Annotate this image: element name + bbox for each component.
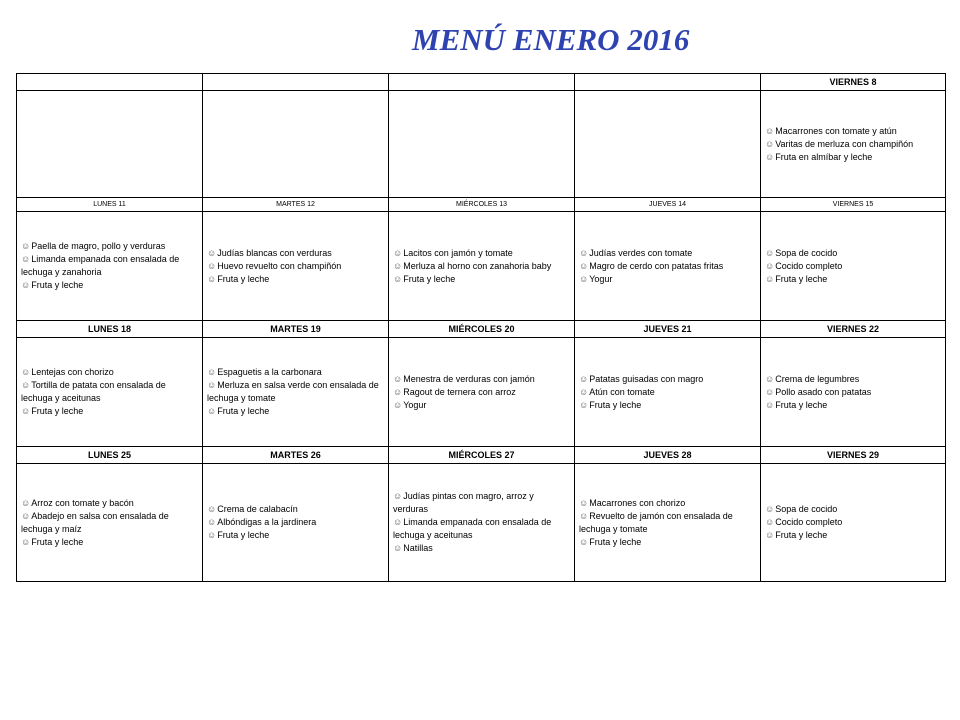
dish-name: Albóndigas a la jardinera — [217, 517, 317, 527]
smiley-icon: ☺ — [765, 386, 775, 397]
dish-name: Fruta y leche — [589, 399, 642, 410]
day-header — [389, 74, 575, 91]
dish-name: Huevo revuelto con champiñón — [217, 260, 342, 271]
dish-item — [21, 405, 198, 418]
smiley-icon: ☺ — [393, 273, 403, 284]
dish-name: Sopa de cocido — [775, 504, 838, 514]
smiley-icon: ☺ — [207, 380, 217, 390]
dish-item — [765, 125, 941, 138]
day-header: MARTES 19 — [203, 321, 389, 338]
smiley-icon: ☺ — [21, 367, 31, 377]
smiley-icon: ☺ — [21, 380, 31, 390]
dish-item — [765, 151, 941, 164]
dish-name: Yogur — [403, 399, 427, 410]
dish-name: Fruta y leche — [775, 399, 828, 410]
smiley-icon: ☺ — [579, 373, 589, 384]
smiley-icon: ☺ — [765, 504, 775, 514]
dish-name: Lacitos con jamón y tomate — [403, 247, 513, 258]
week1-header-row — [17, 74, 946, 91]
dish-name: Judías verdes con tomate — [589, 247, 693, 258]
smiley-icon: ☺ — [393, 386, 403, 397]
dish-item — [393, 490, 570, 516]
dish-item — [765, 260, 941, 273]
dish-name: Arroz con tomate y bacón — [31, 497, 134, 508]
dish-item — [21, 366, 198, 379]
menu-cell — [575, 212, 761, 321]
smiley-icon: ☺ — [393, 247, 403, 258]
menu-cell — [761, 338, 946, 447]
dish-name: Fruta en almíbar y leche — [775, 151, 873, 162]
smiley-icon: ☺ — [393, 491, 403, 501]
smiley-icon: ☺ — [765, 273, 775, 284]
dish-item — [579, 260, 756, 273]
dish-name: Limanda empanada con ensalada de lechuga y aceitunas — [393, 517, 552, 540]
day-header: LUNES 25 — [17, 447, 203, 464]
dish-item — [765, 399, 941, 412]
dish-item — [207, 405, 384, 418]
dish-item — [207, 379, 384, 405]
smiley-icon: ☺ — [393, 543, 403, 553]
day-header: MARTES 12 — [203, 198, 389, 212]
dish-name: Magro de cerdo con patatas fritas — [589, 260, 724, 271]
menu-cell — [575, 464, 761, 582]
dish-item — [765, 138, 941, 151]
day-header: LUNES 11 — [17, 198, 203, 212]
dish-item — [579, 373, 756, 386]
dish-name: Yogur — [589, 273, 613, 284]
dish-name: Pollo asado con patatas — [775, 386, 872, 397]
dish-item — [207, 273, 384, 286]
day-header: JUEVES 21 — [575, 321, 761, 338]
dish-item — [579, 497, 756, 510]
dish-item — [579, 247, 756, 260]
dish-name: Ragout de ternera con arroz — [403, 386, 516, 397]
smiley-icon: ☺ — [579, 386, 589, 397]
menu-cell — [17, 91, 203, 198]
menu-cell — [203, 338, 389, 447]
dish-name: Fruta y leche — [589, 536, 642, 547]
week2-menu-row — [17, 212, 946, 321]
smiley-icon: ☺ — [765, 399, 775, 410]
dish-name: Paella de magro, pollo y verduras — [31, 241, 166, 251]
menu-cell — [575, 91, 761, 198]
dish-name: Fruta y leche — [403, 273, 456, 284]
dish-item — [765, 503, 941, 516]
smiley-icon: ☺ — [207, 273, 217, 284]
dish-item — [21, 279, 198, 292]
dish-name: Patatas guisadas con magro — [589, 373, 704, 384]
dish-name: Merluza en salsa verde con ensalada de lechuga y tomate — [207, 380, 379, 403]
day-header: MIÉRCOLES 27 — [389, 447, 575, 464]
smiley-icon: ☺ — [579, 260, 589, 271]
day-header: MARTES 26 — [203, 447, 389, 464]
menu-cell — [389, 91, 575, 198]
smiley-icon: ☺ — [579, 497, 589, 508]
menu-cell — [17, 338, 203, 447]
dish-name: Fruta y leche — [31, 406, 84, 416]
dish-item — [207, 260, 384, 273]
smiley-icon: ☺ — [393, 260, 403, 271]
dish-item — [207, 516, 384, 529]
smiley-icon: ☺ — [207, 247, 217, 258]
menu-cell — [389, 212, 575, 321]
dish-item — [21, 510, 198, 536]
smiley-icon: ☺ — [765, 260, 775, 271]
dish-item — [393, 273, 570, 286]
dish-name: Crema de calabacín — [217, 504, 298, 514]
dish-name: Revuelto de jamón con ensalada de lechuga y tomate — [579, 510, 733, 534]
dish-name: Cocido completo — [775, 517, 843, 527]
dish-item — [393, 247, 570, 260]
dish-item — [393, 542, 570, 555]
dish-item — [765, 273, 941, 286]
menu-cell — [761, 91, 946, 198]
smiley-icon: ☺ — [21, 497, 31, 508]
dish-item — [765, 516, 941, 529]
day-header: JUEVES 14 — [575, 198, 761, 212]
dish-name: Fruta y leche — [217, 273, 270, 284]
smiley-icon: ☺ — [579, 273, 589, 284]
dish-name: Menestra de verduras con jamón — [403, 373, 535, 384]
dish-item — [579, 273, 756, 286]
smiley-icon: ☺ — [579, 399, 589, 410]
dish-item — [393, 386, 570, 399]
day-header — [17, 74, 203, 91]
dish-name: Judías blancas con verduras — [217, 247, 332, 258]
smiley-icon: ☺ — [765, 517, 775, 527]
dish-name: Atún con tomate — [589, 386, 655, 397]
dish-item — [765, 386, 941, 399]
week3-menu-row — [17, 338, 946, 447]
smiley-icon: ☺ — [765, 247, 775, 258]
week1-menu-row — [17, 91, 946, 198]
menu-cell — [203, 212, 389, 321]
dish-name: Natillas — [403, 543, 433, 553]
dish-item — [21, 240, 198, 253]
dish-item — [393, 373, 570, 386]
dish-name: Macarrones con chorizo — [589, 497, 686, 508]
dish-name: Fruta y leche — [31, 536, 84, 547]
smiley-icon: ☺ — [21, 254, 31, 264]
dish-item — [207, 247, 384, 260]
day-header: MIÉRCOLES 13 — [389, 198, 575, 212]
dish-name: Espaguetis a la carbonara — [217, 367, 322, 377]
smiley-icon: ☺ — [21, 280, 31, 290]
day-header: JUEVES 28 — [575, 447, 761, 464]
menu-cell — [389, 338, 575, 447]
smiley-icon: ☺ — [765, 151, 775, 162]
dish-item — [765, 247, 941, 260]
dish-item — [765, 529, 941, 542]
day-header: VIERNES 29 — [761, 447, 946, 464]
dish-item — [393, 399, 570, 412]
dish-item — [579, 536, 756, 549]
dish-name: Fruta y leche — [217, 530, 270, 540]
smiley-icon: ☺ — [579, 536, 589, 547]
dish-item — [21, 379, 198, 405]
smiley-icon: ☺ — [393, 373, 403, 384]
day-header — [575, 74, 761, 91]
dish-item — [393, 260, 570, 273]
smiley-icon: ☺ — [393, 399, 403, 410]
dish-name: Judías pintas con magro, arroz y verduras — [393, 491, 534, 514]
day-header: VIERNES 22 — [761, 321, 946, 338]
smiley-icon: ☺ — [765, 125, 775, 136]
dish-item — [579, 510, 756, 536]
dish-name: Cocido completo — [775, 260, 843, 271]
day-header: LUNES 18 — [17, 321, 203, 338]
week3-header-row — [17, 321, 946, 338]
dish-item — [207, 366, 384, 379]
dish-item — [21, 536, 198, 549]
smiley-icon: ☺ — [765, 138, 775, 149]
dish-name: Varitas de merluza con champiñón — [775, 138, 914, 149]
menu-table — [16, 73, 946, 582]
smiley-icon: ☺ — [765, 373, 775, 384]
smiley-icon: ☺ — [765, 530, 775, 540]
page-title: MENÚ ENERO 2016 — [412, 22, 690, 57]
week4-header-row — [17, 447, 946, 464]
dish-name: Macarrones con tomate y atún — [775, 125, 897, 136]
menu-cell — [203, 91, 389, 198]
day-header: VIERNES 15 — [761, 198, 946, 212]
dish-item — [21, 497, 198, 510]
menu-cell — [203, 464, 389, 582]
smiley-icon: ☺ — [393, 517, 403, 527]
smiley-icon: ☺ — [207, 406, 217, 416]
menu-cell — [575, 338, 761, 447]
smiley-icon: ☺ — [579, 510, 589, 521]
dish-name: Sopa de cocido — [775, 247, 838, 258]
dish-name: Fruta y leche — [31, 280, 84, 290]
dish-name: Fruta y leche — [217, 406, 270, 416]
day-header: VIERNES 8 — [761, 74, 946, 91]
menu-cell — [761, 212, 946, 321]
smiley-icon: ☺ — [21, 406, 31, 416]
day-header — [203, 74, 389, 91]
dish-name: Crema de legumbres — [775, 373, 860, 384]
dish-item — [579, 386, 756, 399]
smiley-icon: ☺ — [207, 530, 217, 540]
dish-name: Fruta y leche — [775, 530, 828, 540]
dish-item — [21, 253, 198, 279]
dish-name: Tortilla de patata con ensalada de lechuga y aceitunas — [21, 380, 166, 403]
dish-item — [579, 399, 756, 412]
dish-item — [207, 529, 384, 542]
dish-item — [207, 503, 384, 516]
dish-item — [393, 516, 570, 542]
menu-cell — [389, 464, 575, 582]
smiley-icon: ☺ — [207, 367, 217, 377]
smiley-icon: ☺ — [579, 247, 589, 258]
week4-menu-row — [17, 464, 946, 582]
dish-name: Fruta y leche — [775, 273, 828, 284]
smiley-icon: ☺ — [21, 241, 31, 251]
menu-cell — [17, 464, 203, 582]
day-header: MIÉRCOLES 20 — [389, 321, 575, 338]
dish-name: Merluza al horno con zanahoria baby — [403, 260, 552, 271]
smiley-icon: ☺ — [207, 517, 217, 527]
week2-header-row — [17, 198, 946, 212]
smiley-icon: ☺ — [207, 260, 217, 271]
dish-item — [765, 373, 941, 386]
smiley-icon: ☺ — [21, 510, 31, 521]
menu-cell — [761, 464, 946, 582]
dish-name: Limanda empanada con ensalada de lechuga y zanahoria — [21, 254, 180, 277]
smiley-icon: ☺ — [207, 504, 217, 514]
dish-name: Abadejo en salsa con ensalada de lechuga y maíz — [21, 510, 169, 534]
menu-cell — [17, 212, 203, 321]
smiley-icon: ☺ — [21, 536, 31, 547]
dish-name: Lentejas con chorizo — [31, 367, 114, 377]
